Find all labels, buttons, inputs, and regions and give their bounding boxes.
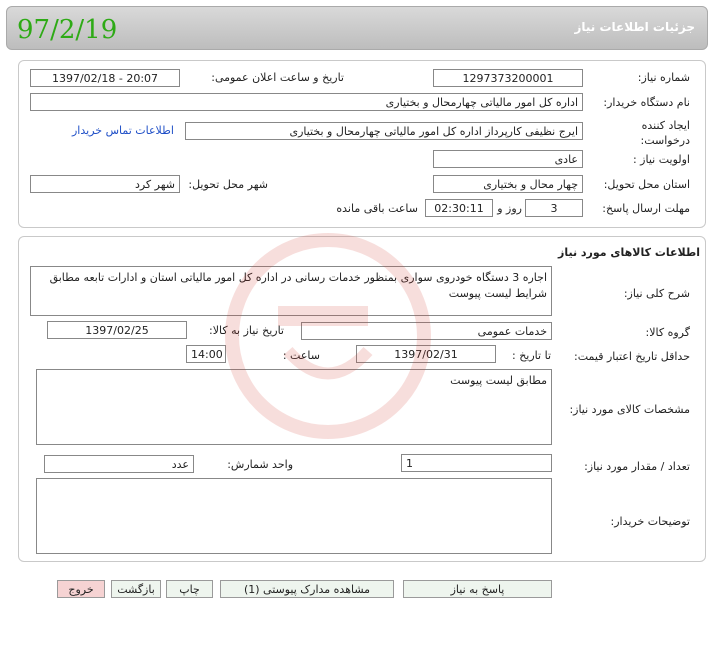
goods-group-label: گروه کالا:	[645, 326, 690, 339]
reply-to-need-button[interactable]: پاسخ به نیاز	[403, 580, 552, 598]
page-header	[6, 6, 708, 50]
priority-label: اولویت نیاز :	[632, 153, 690, 166]
need-date-label: تاریخ نیاز به کالا:	[209, 324, 284, 337]
general-description-field: اجاره 3 دستگاه خودروی سواری بمنظور خدمات رسانی در اداره کل امور مالیاتی استان و ادارات تابعه مطابق شرایط لیست پیوست	[30, 266, 552, 316]
need-number-field: 1297373200001	[433, 69, 583, 87]
buyer-org-label: نام دستگاه خریدار:	[603, 96, 690, 109]
delivery-city-field: شهر کرد	[30, 175, 180, 193]
need-date-field: 1397/02/25	[47, 321, 187, 339]
request-creator-field: ایرج نظیفی کارپرداز اداره کل امور مالیاتی چهارمحال و بختیاری	[185, 122, 583, 140]
print-button[interactable]: چاپ	[166, 580, 213, 598]
response-deadline-label: مهلت ارسال پاسخ:	[602, 202, 690, 215]
back-button[interactable]: بازگشت	[111, 580, 161, 598]
days-word: روز و	[497, 202, 522, 215]
page-title: جزئیات اطلاعات نیاز	[574, 20, 695, 34]
delivery-city-label: شهر محل تحویل:	[188, 178, 268, 191]
buyer-org-field: اداره کل امور مالیاتی چهارمحال و بختیاری	[30, 93, 583, 111]
announce-datetime-label: تاریخ و ساعت اعلان عمومی:	[211, 71, 344, 84]
date-stamp: 97/2/19	[17, 15, 118, 45]
exit-button[interactable]: خروج	[57, 580, 105, 598]
unit-field: عدد	[44, 455, 194, 473]
general-description-label: شرح کلی نیاز:	[623, 287, 690, 300]
to-date-field: 1397/02/31	[356, 345, 496, 363]
price-validity-label: حداقل تاریخ اعتبار قیمت:	[574, 350, 690, 363]
buyer-contact-link[interactable]: اطلاعات تماس خریدار	[72, 124, 174, 137]
goods-group-field: خدمات عمومی	[301, 322, 552, 340]
quantity-label: تعداد / مقدار مورد نیاز:	[584, 460, 690, 473]
deadline-days-field: 3	[525, 199, 583, 217]
goods-specs-label: مشخصات کالای مورد نیاز:	[569, 403, 690, 416]
priority-field: عادی	[433, 150, 583, 168]
unit-label: واحد شمارش:	[227, 458, 293, 471]
to-date-label: تا تاریخ :	[512, 349, 551, 362]
buyer-notes-field	[36, 478, 552, 554]
remaining-word: ساعت باقی مانده	[336, 202, 418, 215]
time-field: 14:00	[186, 345, 226, 363]
buyer-notes-label: توضیحات خریدار:	[610, 515, 690, 528]
request-creator-label: ایجاد کننده درخواست:	[640, 119, 690, 147]
goods-section-title: اطلاعات کالاهای مورد نیاز	[558, 246, 700, 259]
deadline-time-field: 02:30:11	[425, 199, 493, 217]
view-attachments-button[interactable]: مشاهده مدارک پیوستی (1)	[220, 580, 394, 598]
quantity-field: 1	[401, 454, 552, 472]
delivery-province-field: چهار محال و بختیاری	[433, 175, 583, 193]
goods-specs-field: مطابق لیست پیوست	[36, 369, 552, 445]
delivery-province-label: استان محل تحویل:	[603, 178, 690, 191]
need-number-label: شماره نیاز:	[637, 71, 690, 84]
announce-datetime-field: 1397/02/18 - 20:07	[30, 69, 180, 87]
time-label: ساعت :	[282, 349, 320, 362]
